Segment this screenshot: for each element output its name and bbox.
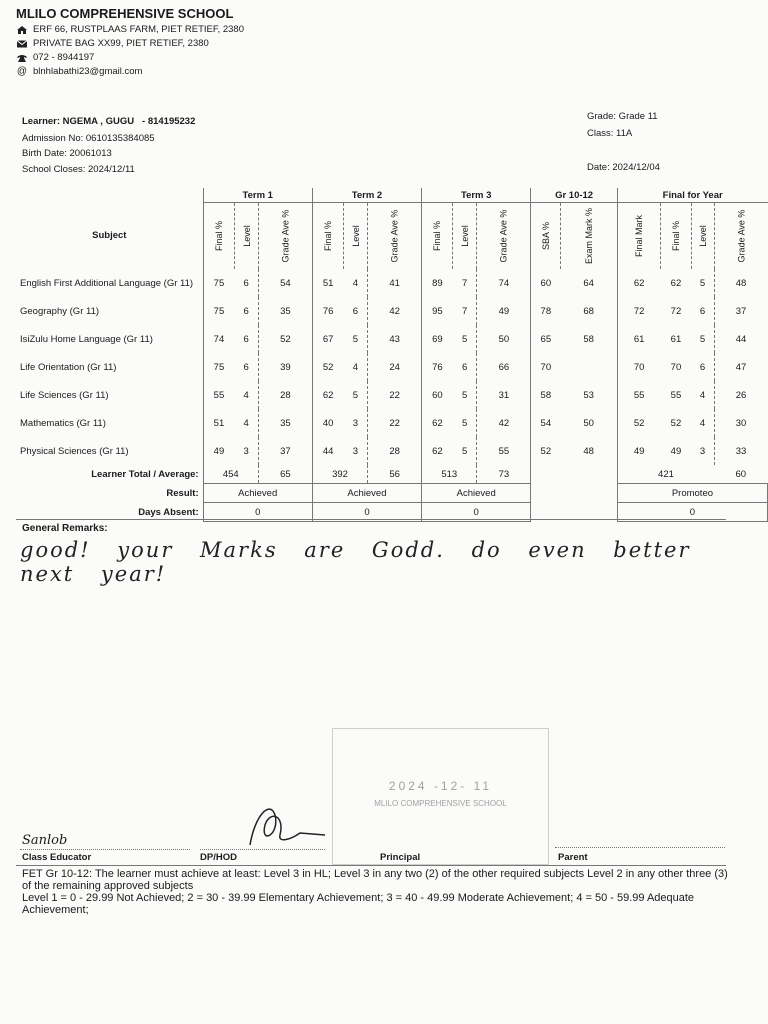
mark-cell: 48 xyxy=(714,269,767,297)
levels-text: Level 1 = 0 - 29.99 Not Achieved; 2 = 30 - 39.99 Elementary Achievement; 3 = 40 - 49.99 Moderate Achievement; 4 = 50 - 59.99 Adequate Achievement; xyxy=(22,892,695,916)
t3-absent: 0 xyxy=(422,503,531,522)
mark-cell: 78 xyxy=(531,297,561,325)
mark-cell: 52 xyxy=(531,437,561,465)
principal-label: Principal xyxy=(380,852,421,863)
col-header xyxy=(312,203,343,270)
mark-cell: 44 xyxy=(714,325,767,353)
col-header xyxy=(692,203,715,270)
t3-ave: 73 xyxy=(477,465,531,484)
mark-cell: 42 xyxy=(477,409,531,437)
at-icon: @ xyxy=(16,66,28,77)
table-row xyxy=(16,437,768,465)
col-header xyxy=(344,203,368,270)
col-header xyxy=(560,203,617,270)
mark-cell: 50 xyxy=(477,325,531,353)
learner-name: NGEMA , GUGU xyxy=(62,116,135,127)
subject-name: Life Sciences (Gr 11) xyxy=(20,389,109,401)
group-term2: Term 2 xyxy=(312,188,421,203)
mark-cell: 5 xyxy=(461,445,468,457)
mark-cell: 50 xyxy=(583,417,594,429)
admission-no: Admission No: 0610135384085 xyxy=(22,133,155,144)
mark-cell: 74 xyxy=(477,269,531,297)
t2-total: 392 xyxy=(312,465,367,484)
final-result: Promoteo xyxy=(617,484,767,503)
mark-cell: 52 xyxy=(312,353,343,381)
mark-cell: 33 xyxy=(714,437,767,465)
mark-cell: 62 xyxy=(617,269,660,297)
mark-cell: 62 xyxy=(422,437,453,465)
mark-cell: 6 xyxy=(243,361,249,373)
phone-icon xyxy=(16,53,28,63)
col-header-label: Final % xyxy=(670,220,681,251)
final-total: 421 xyxy=(617,465,714,484)
dp-signature-icon xyxy=(230,795,330,855)
mark-cell: 65 xyxy=(531,325,561,353)
mark-cell: 67 xyxy=(312,325,343,353)
col-header-label: Level xyxy=(697,224,708,247)
table-row xyxy=(16,353,768,381)
school-closes: School Closes: 2024/12/11 xyxy=(22,164,135,175)
fet-text: FET Gr 10-12: The learner must achieve at least: Level 3 in HL; Level 3 in any two (2) of the other required subjects Level 2 in any other three (3) of the remaining approved subjects xyxy=(22,868,728,892)
result-label: Result: xyxy=(166,487,199,499)
report-date: Date: 2024/12/04 xyxy=(587,162,660,173)
col-header xyxy=(714,203,767,270)
mark-cell: 5 xyxy=(699,277,706,289)
mark-cell: 6 xyxy=(243,277,249,289)
mark-cell: 22 xyxy=(368,409,422,437)
mark-cell: 3 xyxy=(699,445,706,457)
mark-cell: 6 xyxy=(699,305,706,317)
t1-total: 454 xyxy=(203,465,258,484)
mark-cell: 5 xyxy=(461,333,468,345)
mark-cell: 51 xyxy=(203,409,234,437)
col-header-label: Level xyxy=(241,224,252,247)
educator-signature: Sanlob xyxy=(22,833,68,848)
mark-cell: 72 xyxy=(670,305,682,317)
mark-cell: 75 xyxy=(203,353,234,381)
mark-cell: 55 xyxy=(477,437,531,465)
mark-cell: 7 xyxy=(461,277,468,289)
mark-cell: 49 xyxy=(203,437,234,465)
blank-cell xyxy=(16,188,203,203)
col-header xyxy=(258,203,312,270)
mark-cell: 76 xyxy=(422,353,453,381)
mark-cell: 24 xyxy=(368,353,422,381)
mark-cell: 6 xyxy=(243,305,249,317)
mark-cell: 75 xyxy=(203,297,234,325)
mark-cell: 95 xyxy=(422,297,453,325)
absent-label: Days Absent: xyxy=(138,506,199,518)
email-line xyxy=(16,66,142,77)
col-header-label: Grade Ave % xyxy=(389,209,400,262)
mark-cell: 76 xyxy=(312,297,343,325)
mark-cell: 35 xyxy=(258,297,312,325)
mark-cell: 41 xyxy=(368,269,422,297)
mark-cell: 69 xyxy=(422,325,453,353)
mark-cell: 28 xyxy=(368,437,422,465)
col-header xyxy=(234,203,258,270)
t3-result: Achieved xyxy=(422,484,531,503)
mark-cell: 62 xyxy=(312,381,343,409)
mark-cell: 4 xyxy=(243,417,249,429)
final-absent: 0 xyxy=(617,503,767,522)
col-header-label: Final % xyxy=(432,220,443,251)
mark-cell: 22 xyxy=(368,381,422,409)
subject-header: Subject xyxy=(92,230,127,242)
mark-cell: 4 xyxy=(699,389,706,401)
t2-result: Achieved xyxy=(312,484,421,503)
mark-cell: 61 xyxy=(617,325,660,353)
mark-cell: 49 xyxy=(477,297,531,325)
table-row xyxy=(16,269,768,297)
group-gr10-12: Gr 10-12 xyxy=(531,188,618,203)
mark-cell: 3 xyxy=(243,445,249,457)
mark-cell: 4 xyxy=(352,277,359,289)
remarks-title: General Remarks: xyxy=(22,523,108,534)
phone: 072 - 8944197 xyxy=(33,52,95,63)
mark-cell: 35 xyxy=(258,409,312,437)
fet-requirements xyxy=(22,868,734,916)
col-header xyxy=(203,203,234,270)
mark-cell: 4 xyxy=(352,361,359,373)
mark-cell: 58 xyxy=(583,333,594,345)
mark-cell: 5 xyxy=(699,333,706,345)
remarks-text: good! your Marks are Godd. do even better next year! xyxy=(20,538,691,586)
school-name: MLILO COMPREHENSIVE SCHOOL xyxy=(16,6,234,21)
mark-cell: 66 xyxy=(477,353,531,381)
address-1: ERF 66, RUSTPLAAS FARM, PIET RETIEF, 2380 xyxy=(33,24,245,35)
mark-cell: 53 xyxy=(583,389,594,401)
mark-cell: 55 xyxy=(203,381,234,409)
group-final: Final for Year xyxy=(617,188,767,203)
mark-cell: 52 xyxy=(670,417,682,429)
col-header-label: Level xyxy=(350,224,361,247)
t1-absent: 0 xyxy=(203,503,312,522)
subject-name: Life Orientation (Gr 11) xyxy=(20,361,117,373)
birth-date: Birth Date: 20061013 xyxy=(22,148,112,159)
mark-cell: 48 xyxy=(583,445,594,457)
col-header xyxy=(453,203,477,270)
mark-cell: 6 xyxy=(243,333,249,345)
mark-cell: 54 xyxy=(531,409,561,437)
dp-hod-label: DP/HOD xyxy=(200,852,237,863)
address-line-1 xyxy=(16,24,244,35)
col-header-label: Final Mark xyxy=(633,214,644,257)
mark-cell: 7 xyxy=(461,305,468,317)
mark-cell: 72 xyxy=(617,297,660,325)
parent-label: Parent xyxy=(558,852,588,863)
t2-absent: 0 xyxy=(312,503,421,522)
house-icon xyxy=(16,25,28,35)
marks-table xyxy=(16,188,768,522)
col-header xyxy=(531,203,561,270)
col-header xyxy=(422,203,453,270)
mark-cell xyxy=(560,353,617,381)
mark-cell: 54 xyxy=(258,269,312,297)
mark-cell: 52 xyxy=(617,409,660,437)
t1-ave: 65 xyxy=(258,465,312,484)
subject-name: IsiZulu Home Language (Gr 11) xyxy=(20,333,153,345)
subject-name: English First Additional Language (Gr 11) xyxy=(20,277,194,289)
mark-cell: 5 xyxy=(352,333,359,345)
t2-ave: 56 xyxy=(368,465,422,484)
col-header xyxy=(617,203,660,270)
subject-name: Physical Sciences (Gr 11) xyxy=(20,445,129,457)
address-2: PRIVATE BAG XX99, PIET RETIEF, 2380 xyxy=(33,38,209,49)
col-header xyxy=(660,203,691,270)
total-label: Learner Total / Average: xyxy=(91,468,199,480)
mark-cell: 58 xyxy=(531,381,561,409)
learner-id: - 814195232 xyxy=(142,116,196,127)
learner-line xyxy=(22,116,195,127)
mark-cell: 44 xyxy=(312,437,343,465)
mark-cell: 39 xyxy=(258,353,312,381)
col-header xyxy=(368,203,422,270)
col-header-label: Final % xyxy=(213,220,224,251)
mark-cell: 75 xyxy=(203,269,234,297)
group-term3: Term 3 xyxy=(422,188,531,203)
mark-cell: 40 xyxy=(312,409,343,437)
mark-cell: 28 xyxy=(258,381,312,409)
mark-cell: 70 xyxy=(531,353,561,381)
phone-line xyxy=(16,52,94,63)
mark-cell: 51 xyxy=(312,269,343,297)
mark-cell: 64 xyxy=(583,277,594,289)
class: Class: 11A xyxy=(587,128,633,139)
mark-cell: 43 xyxy=(368,325,422,353)
col-header-label: Level xyxy=(459,224,470,247)
gr-blank xyxy=(531,465,618,484)
table-row xyxy=(16,409,768,437)
mark-cell: 70 xyxy=(670,361,682,373)
mark-cell: 61 xyxy=(670,333,682,345)
col-header-label: Exam Mark % xyxy=(583,207,594,264)
mark-cell: 49 xyxy=(670,445,682,457)
table-row xyxy=(16,297,768,325)
mark-cell: 89 xyxy=(422,269,453,297)
col-header-label: Grade Ave % xyxy=(736,209,747,262)
t1-result: Achieved xyxy=(203,484,312,503)
address-line-2 xyxy=(16,38,209,49)
mark-cell: 6 xyxy=(699,361,706,373)
mark-cell: 6 xyxy=(461,361,468,373)
t3-total: 513 xyxy=(422,465,477,484)
school-stamp xyxy=(332,728,549,865)
mark-cell: 52 xyxy=(258,325,312,353)
mark-cell: 3 xyxy=(352,445,359,457)
col-header-label: Grade Ave % xyxy=(498,209,509,262)
mark-cell: 6 xyxy=(352,305,359,317)
mark-cell: 60 xyxy=(531,269,561,297)
subject-name: Geography (Gr 11) xyxy=(20,305,100,317)
mark-cell: 70 xyxy=(617,353,660,381)
col-header-label: SBA % xyxy=(540,221,551,250)
table-row xyxy=(16,325,768,353)
stamp-school: MLILO COMPREHENSIVE SCHOOL xyxy=(374,799,507,808)
col-header xyxy=(477,203,531,270)
mark-cell: 55 xyxy=(617,381,660,409)
mark-cell: 62 xyxy=(670,277,682,289)
mark-cell: 5 xyxy=(461,389,468,401)
mark-cell: 74 xyxy=(203,325,234,353)
stamp-date: 2024 -12- 11 xyxy=(388,779,493,793)
mark-cell: 47 xyxy=(714,353,767,381)
mark-cell: 49 xyxy=(617,437,660,465)
class-educator-label: Class Educator xyxy=(22,852,92,863)
mark-cell: 26 xyxy=(714,381,767,409)
subject-name: Mathematics (Gr 11) xyxy=(20,417,106,429)
mark-cell: 55 xyxy=(670,389,682,401)
table-row xyxy=(16,381,768,409)
mark-cell: 68 xyxy=(583,305,594,317)
mark-cell: 5 xyxy=(352,389,359,401)
gr-result-blank xyxy=(531,484,618,503)
final-ave: 60 xyxy=(735,468,747,480)
mark-cell: 60 xyxy=(422,381,453,409)
mark-cell: 31 xyxy=(477,381,531,409)
email: blnhlabathi23@gmail.com xyxy=(33,66,143,77)
mark-cell: 3 xyxy=(352,417,359,429)
mark-cell: 5 xyxy=(461,417,468,429)
mark-cell: 62 xyxy=(422,409,453,437)
col-header-label: Final % xyxy=(322,220,333,251)
mark-cell: 30 xyxy=(714,409,767,437)
mark-cell: 4 xyxy=(699,417,706,429)
mark-cell: 4 xyxy=(243,389,249,401)
grade: Grade: Grade 11 xyxy=(587,111,658,122)
col-header-label: Grade Ave % xyxy=(280,209,291,262)
learner-label: Learner: xyxy=(22,116,61,127)
group-term1: Term 1 xyxy=(203,188,312,203)
mark-cell: 42 xyxy=(368,297,422,325)
mark-cell: 37 xyxy=(714,297,767,325)
mark-cell: 37 xyxy=(258,437,312,465)
envelope-icon xyxy=(16,39,28,49)
